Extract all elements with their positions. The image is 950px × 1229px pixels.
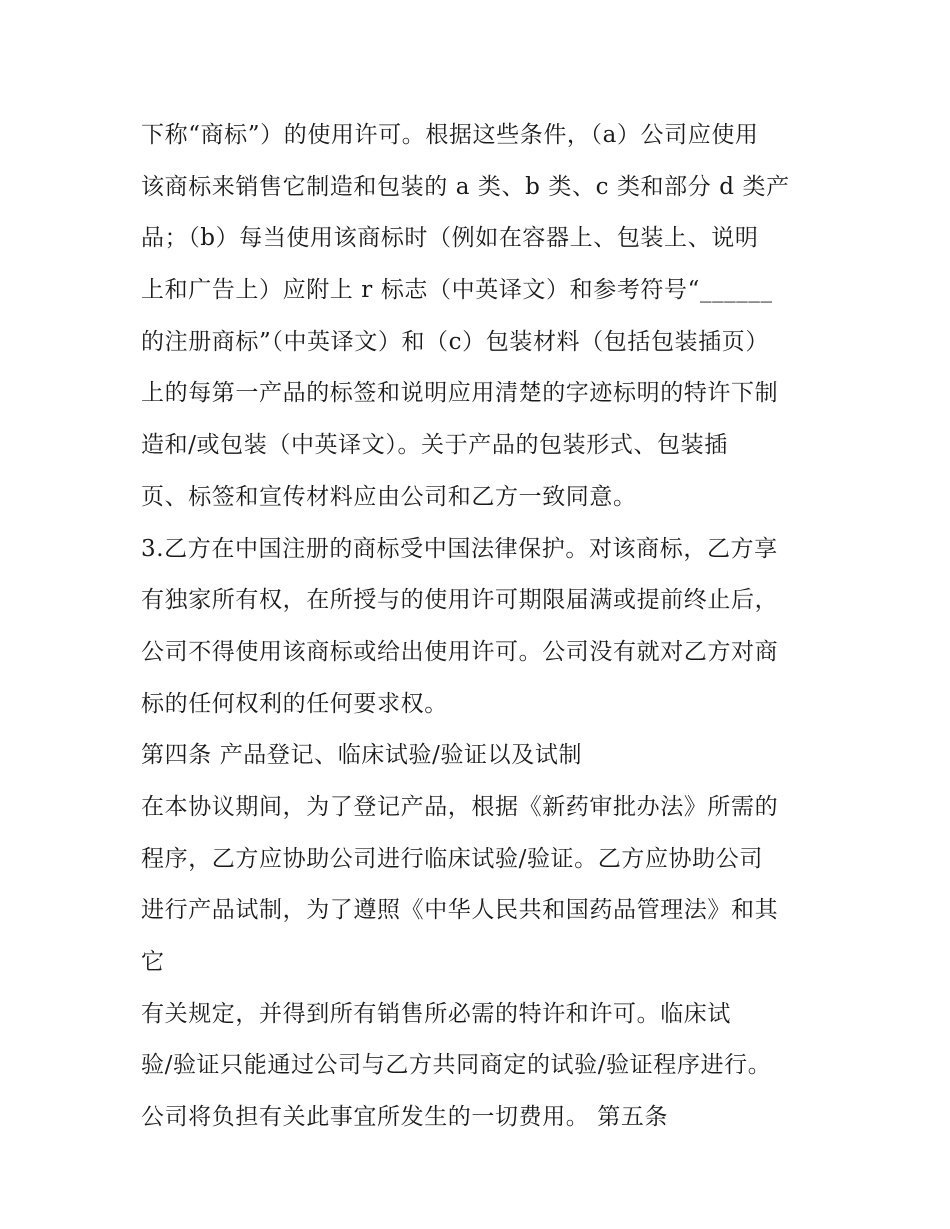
text-line: 该商标来销售它制造和包装的 a 类、b 类、c 类和部分 d 类产 [141, 173, 790, 200]
text-line: 3.乙方在中国注册的商标受中国法律保护。对该商标，乙方享 [141, 535, 778, 562]
text-line: 下称“商标”）的使用许可。根据这些条件，（a）公司应使用 [141, 122, 759, 148]
text-line: 上和广告上）应附上 r 标志（中英译文）和参考符号“______ [141, 277, 773, 304]
text-line: 在本协议期间，为了登记产品，根据《新药审批办法》所需的 [141, 793, 779, 820]
section-heading: 第四条 产品登记、临床试验/验证以及试制 [141, 742, 583, 769]
text-line: 验/验证只能通过公司与乙方共同商定的试验/验证程序进行。 [141, 1052, 772, 1079]
text-line: 它 [141, 949, 165, 975]
document-body [141, 110, 831, 1144]
text-line: 公司不得使用该商标或给出使用许可。公司没有就对乙方对商 [141, 638, 779, 665]
text-line: 有关规定，并得到所有销售所必需的特许和许可。临床试 [141, 1000, 731, 1027]
text-line: 公司将负担有关此事宜所发生的一切费用。 第五条 [141, 1104, 669, 1131]
text-line: 造和/或包装（中英译文）。关于产品的包装形式、包装插 [141, 432, 728, 459]
text-line: 品；（b）每当使用该商标时（例如在容器上、包装上、说明 [141, 225, 759, 252]
text-line: 进行产品试制，为了遵照《中华人民共和国药品管理法》和其 [141, 897, 779, 924]
text-line: 有独家所有权，在所授与的使用许可期限届满或提前终止后， [141, 587, 779, 614]
text-line: 标的任何权利的任何要求权。 [141, 690, 448, 717]
text-line: 上的每第一产品的标签和说明应用清楚的字迹标明的特许下制 [141, 380, 779, 407]
text-line: 页、标签和宣传材料应由公司和乙方一致同意。 [141, 483, 637, 510]
text-line: 程序，乙方应协助公司进行临床试验/验证。乙方应协助公司 [141, 845, 763, 872]
text-line: 的注册商标”（中英译文）和（c）包装材料（包括包装插页） [141, 328, 769, 355]
